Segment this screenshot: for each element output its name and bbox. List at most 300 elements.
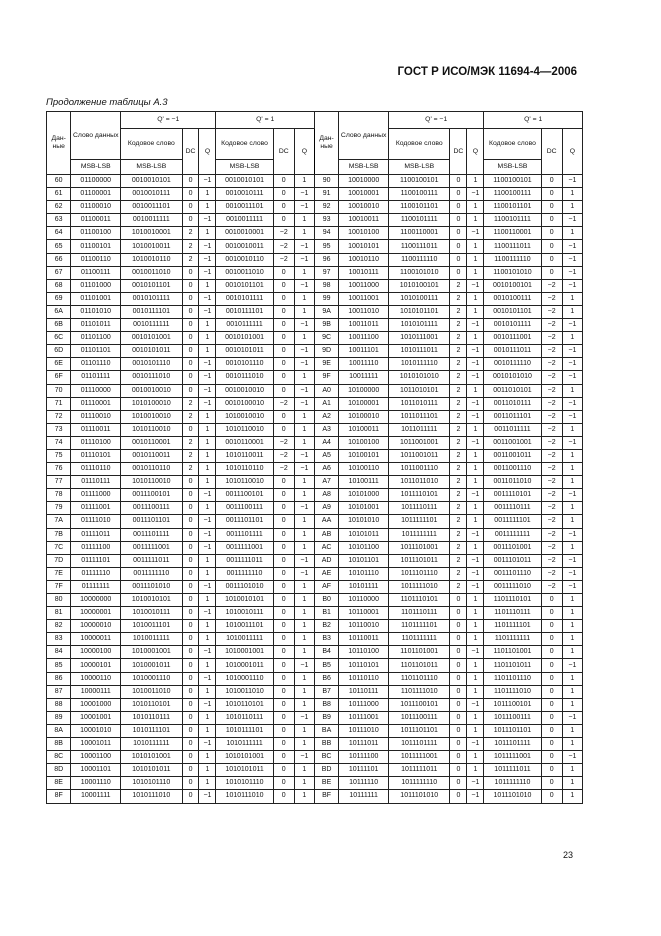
table-cell: −2 (273, 449, 294, 462)
table-cell: 1 (199, 567, 216, 580)
table-cell: 9E (314, 358, 338, 371)
table-cell: 69 (47, 292, 71, 305)
table-cell: 10001101 (71, 764, 121, 777)
table-cell: 94 (314, 227, 338, 240)
table-cell: 96 (314, 253, 338, 266)
table-cell: 1101101110 (389, 672, 450, 685)
table-cell: 10101110 (339, 567, 389, 580)
table-cell: −1 (199, 489, 216, 502)
table-cell: 1010011010 (216, 685, 273, 698)
table-cell: 1011101011 (389, 554, 450, 567)
table-cell: 8B (47, 738, 71, 751)
table-cell: −2 (273, 436, 294, 449)
table-cell: 1 (562, 620, 582, 633)
header-dc: DC (541, 129, 562, 175)
table-cell: 0 (541, 738, 562, 751)
table-row (47, 423, 583, 436)
table-cell: 10101010 (339, 515, 389, 528)
standard-title: ГОСТ Р ИСО/МЭК 11694-4—2006 (397, 66, 577, 78)
table-cell: 7F (47, 580, 71, 593)
table-cell: −2 (541, 567, 562, 580)
table-cell: −1 (199, 175, 216, 188)
header-msb-lsb: MSB-LSB (121, 160, 182, 175)
table-cell: 1 (562, 738, 582, 751)
table-cell: 01101111 (71, 371, 121, 384)
table-cell: 1 (562, 227, 582, 240)
table-cell: −1 (467, 188, 484, 201)
header-q: Q (294, 129, 314, 175)
table-cell: 95 (314, 240, 338, 253)
table-cell: 1 (294, 227, 314, 240)
table-cell: 1011100111 (389, 711, 450, 724)
table-cell: 0 (450, 698, 467, 711)
table-cell: 10001100 (71, 751, 121, 764)
table-cell: 1 (467, 332, 484, 345)
table-cell: 0 (273, 423, 294, 436)
table-cell: 82 (47, 620, 71, 633)
table-cell: 0 (182, 175, 199, 188)
table-cell: 10110100 (339, 646, 389, 659)
table-cell: −1 (562, 345, 582, 358)
table-cell: 2 (182, 227, 199, 240)
table-row (47, 620, 583, 633)
table-cell: −1 (467, 489, 484, 502)
table-cell: 0 (541, 698, 562, 711)
table-cell: 1010101011 (121, 764, 182, 777)
table-cell: −1 (467, 698, 484, 711)
table-cell: 0 (450, 633, 467, 646)
table-cell: −2 (541, 463, 562, 476)
table-cell: 1010110011 (216, 449, 273, 462)
table-cell: 0 (273, 738, 294, 751)
table-cell: 1 (199, 764, 216, 777)
table-cell: 10011110 (339, 358, 389, 371)
table-cell: 2 (182, 436, 199, 449)
table-cell: 1010100101 (389, 279, 450, 292)
table-row (47, 188, 583, 201)
table-row (47, 724, 583, 737)
table-cell: 0 (541, 646, 562, 659)
table-row (47, 175, 583, 188)
table-cell: 1010110010 (216, 423, 273, 436)
table-cell: 01101101 (71, 345, 121, 358)
header-q: Q (467, 129, 484, 175)
table-cell: 1 (199, 554, 216, 567)
table-cell: 10011001 (339, 292, 389, 305)
table-cell: −1 (467, 227, 484, 240)
table-cell: 1 (562, 685, 582, 698)
table-cell: 1 (294, 175, 314, 188)
table-cell: −1 (294, 397, 314, 410)
table-cell: 1 (294, 489, 314, 502)
table-cell: 1 (562, 292, 582, 305)
table-cell: −1 (199, 607, 216, 620)
table-row (47, 410, 583, 423)
table-cell: −1 (467, 436, 484, 449)
table-row (47, 449, 583, 462)
table-cell: 0010111110 (484, 358, 541, 371)
table-cell: −1 (199, 738, 216, 751)
table-cell: −1 (562, 436, 582, 449)
table-cell: −2 (541, 580, 562, 593)
table-cell: 1 (294, 305, 314, 318)
table-cell: 10011111 (339, 371, 389, 384)
table-cell: 0011110101 (484, 489, 541, 502)
table-cell: 0010101011 (121, 345, 182, 358)
table-cell: 10100111 (339, 476, 389, 489)
table-cell: 0 (541, 659, 562, 672)
table-cell: 10110111 (339, 685, 389, 698)
table-cell: 1011110101 (389, 489, 450, 502)
table-cell: 1 (199, 201, 216, 214)
table-cell: 0 (450, 790, 467, 803)
table-cell: 0010110011 (121, 449, 182, 462)
table-cell: 1 (199, 476, 216, 489)
table-cell: 0011001001 (484, 436, 541, 449)
table-row (47, 476, 583, 489)
table-cell: 10111010 (339, 724, 389, 737)
table-cell: 10000010 (71, 620, 121, 633)
table-cell: 0 (182, 201, 199, 214)
table-cell: 6C (47, 332, 71, 345)
table-row (47, 371, 583, 384)
table-cell: 9C (314, 332, 338, 345)
table-cell: 1010100111 (389, 292, 450, 305)
table-cell: 0 (450, 724, 467, 737)
table-cell: 10010101 (339, 240, 389, 253)
table-cell: 2 (450, 449, 467, 462)
table-cell: 0 (273, 777, 294, 790)
table-cell: −2 (273, 240, 294, 253)
table-cell: 1010001011 (216, 659, 273, 672)
table-cell: 7E (47, 567, 71, 580)
header-msb-lsb: MSB-LSB (339, 160, 389, 175)
table-cell: 0 (182, 515, 199, 528)
table-cell: 10010000 (339, 175, 389, 188)
header-data-word: Слово данных (339, 112, 389, 160)
table-cell: −1 (467, 790, 484, 803)
table-row (47, 214, 583, 227)
table-cell: 10100001 (339, 397, 389, 410)
table-cell: −1 (199, 580, 216, 593)
table-cell: 1010111111 (216, 738, 273, 751)
table-cell: 0 (541, 620, 562, 633)
header-code-word: Кодовое слово (121, 129, 182, 160)
table-cell: 1011111011 (389, 764, 450, 777)
table-cell: 1101111111 (484, 633, 541, 646)
table-cell: 0010010110 (216, 253, 273, 266)
table-cell: AF (314, 580, 338, 593)
table-cell: 0011011111 (484, 423, 541, 436)
table-cell: 01101010 (71, 305, 121, 318)
table-cell: 0010011010 (121, 266, 182, 279)
table-cell: 2 (450, 463, 467, 476)
table-cell: 1 (467, 476, 484, 489)
table-cell: 1 (199, 279, 216, 292)
table-cell: 0 (273, 724, 294, 737)
table-cell: 01110101 (71, 449, 121, 462)
table-cell: 0 (541, 201, 562, 214)
table-cell: 0010110001 (121, 436, 182, 449)
table-cell: 73 (47, 423, 71, 436)
table-cell: 0 (182, 672, 199, 685)
table-cell: 1011111001 (484, 751, 541, 764)
table-cell: 1010101110 (121, 777, 182, 790)
table-cell: BC (314, 751, 338, 764)
table-cell: 0 (450, 607, 467, 620)
table-row (47, 790, 583, 803)
table-cell: 1010110101 (216, 698, 273, 711)
table-cell: 0 (450, 227, 467, 240)
table-cell: 10101001 (339, 502, 389, 515)
table-cell: 1 (294, 292, 314, 305)
table-cell: 10000111 (71, 685, 121, 698)
table-cell: 1 (294, 410, 314, 423)
table-cell: 1 (294, 724, 314, 737)
table-cell: 10100110 (339, 463, 389, 476)
header-q: Q (562, 129, 582, 175)
table-cell: 0010110001 (216, 436, 273, 449)
table-cell: 1010101111 (389, 319, 450, 332)
table-cell: 1 (467, 515, 484, 528)
table-cell: 0010011010 (216, 266, 273, 279)
table-cell: 10110110 (339, 672, 389, 685)
table-cell: 84 (47, 646, 71, 659)
table-cell: 1011111101 (389, 515, 450, 528)
table-cell: 1 (199, 685, 216, 698)
table-cell: 1010011101 (121, 620, 182, 633)
table-cell: −1 (562, 319, 582, 332)
table-cell: 89 (47, 711, 71, 724)
table-cell: 1101110101 (389, 594, 450, 607)
table-cell: 1 (467, 266, 484, 279)
table-cell: 01111010 (71, 515, 121, 528)
header-dc: DC (182, 129, 199, 175)
table-cell: −2 (541, 332, 562, 345)
table-cell: 1 (562, 463, 582, 476)
table-cell: 1010110111 (121, 711, 182, 724)
table-cell: 2 (450, 410, 467, 423)
table-cell: 1 (199, 188, 216, 201)
table-cell: −1 (562, 659, 582, 672)
table-cell: A9 (314, 502, 338, 515)
table-cell: 0 (182, 489, 199, 502)
table-cell: 1 (467, 305, 484, 318)
table-cell: 1 (562, 476, 582, 489)
table-cell: −1 (467, 410, 484, 423)
table-cell: −1 (562, 214, 582, 227)
table-cell: 65 (47, 240, 71, 253)
table-cell: 0010101101 (484, 305, 541, 318)
table-cell: 1010010101 (121, 594, 182, 607)
table-cell: 1 (467, 633, 484, 646)
table-cell: 1101110101 (484, 594, 541, 607)
table-cell: 0010010011 (216, 240, 273, 253)
table-cell: −1 (467, 279, 484, 292)
table-cell: 61 (47, 188, 71, 201)
table-cell: −2 (273, 463, 294, 476)
table-cell: 1011101111 (389, 738, 450, 751)
table-cell: 1010111010 (216, 790, 273, 803)
table-cell: 1 (562, 332, 582, 345)
table-cell: 0 (273, 489, 294, 502)
header-q-minus: Q' = −1 (389, 112, 484, 129)
table-cell: 1 (467, 463, 484, 476)
table-cell: 1010110101 (121, 698, 182, 711)
table-cell: 1011101001 (389, 541, 450, 554)
table-cell: 9F (314, 371, 338, 384)
table-cell: 87 (47, 685, 71, 698)
table-cell: 9D (314, 345, 338, 358)
table-cell: 0010111001 (484, 332, 541, 345)
table-cell: 0 (273, 541, 294, 554)
table-cell: 0 (541, 633, 562, 646)
table-cell: 1101101001 (484, 646, 541, 659)
table-cell: 98 (314, 279, 338, 292)
table-cell: 1101110111 (484, 607, 541, 620)
table-cell: 0 (182, 764, 199, 777)
table-cell: 80 (47, 594, 71, 607)
table-cell: 10011010 (339, 305, 389, 318)
table-cell: 0 (273, 188, 294, 201)
table-cell: 2 (450, 345, 467, 358)
table-cell: 1011111001 (389, 751, 450, 764)
table-cell: 2 (182, 253, 199, 266)
table-cell: 0011001011 (484, 449, 541, 462)
table-cell: 0 (182, 698, 199, 711)
table-cell: 0 (273, 646, 294, 659)
table-cell: AC (314, 541, 338, 554)
table-cell: B9 (314, 711, 338, 724)
header-q-minus: Q' = −1 (121, 112, 216, 129)
table-cell: 1 (562, 790, 582, 803)
table-cell: 1 (199, 659, 216, 672)
table-cell: 1100110001 (484, 227, 541, 240)
table-row (47, 633, 583, 646)
table-cell: 1 (199, 777, 216, 790)
table-cell: 0010101110 (216, 358, 273, 371)
table-cell: 0011001110 (484, 463, 541, 476)
table-cell: 2 (182, 449, 199, 462)
table-cell: 0 (182, 371, 199, 384)
table-cell: 75 (47, 449, 71, 462)
table-cell: −2 (541, 371, 562, 384)
table-cell: 99 (314, 292, 338, 305)
table-cell: −1 (199, 266, 216, 279)
table-cell: 0 (182, 188, 199, 201)
table-cell: 1 (467, 240, 484, 253)
table-cell: −1 (467, 738, 484, 751)
table-row (47, 777, 583, 790)
table-cell: 0 (182, 528, 199, 541)
table-row (47, 711, 583, 724)
table-cell: 1011011101 (389, 410, 450, 423)
table-cell: 77 (47, 476, 71, 489)
table-cell: 0 (541, 711, 562, 724)
table-cell: 0 (273, 607, 294, 620)
table-row (47, 489, 583, 502)
table-cell: 1100111011 (484, 240, 541, 253)
table-cell: 1 (562, 449, 582, 462)
table-cell: 1010110111 (216, 711, 273, 724)
table-cell: 10111110 (339, 777, 389, 790)
table-cell: 1010011101 (216, 620, 273, 633)
table-cell: B8 (314, 698, 338, 711)
table-cell: −2 (541, 384, 562, 397)
table-cell: −1 (294, 659, 314, 672)
table-cell: 10001001 (71, 711, 121, 724)
table-cell: 1101111010 (389, 685, 450, 698)
table-cell: 1 (199, 449, 216, 462)
table-cell: B7 (314, 685, 338, 698)
table-cell: 10100000 (339, 384, 389, 397)
table-cell: 1 (294, 266, 314, 279)
table-cell: 0011101011 (484, 554, 541, 567)
table-cell: −2 (541, 423, 562, 436)
table-cell: −1 (199, 240, 216, 253)
table-cell: 1101111101 (389, 620, 450, 633)
table-cell: 0 (273, 305, 294, 318)
table-cell: −1 (294, 711, 314, 724)
table-cell: 0 (273, 711, 294, 724)
table-cell: 0010101110 (121, 358, 182, 371)
table-cell: −2 (541, 541, 562, 554)
table-row (47, 358, 583, 371)
table-cell: 0011111110 (121, 567, 182, 580)
table-cell: −1 (294, 463, 314, 476)
table-cell: 0 (273, 279, 294, 292)
table-cell: 0010011111 (216, 214, 273, 227)
table-cell: 1 (294, 332, 314, 345)
table-cell: 1100101101 (389, 201, 450, 214)
table-cell: 0011101001 (484, 541, 541, 554)
table-cell: 2 (450, 332, 467, 345)
table-cell: −1 (199, 214, 216, 227)
table-cell: −1 (562, 711, 582, 724)
table-cell: 0 (273, 594, 294, 607)
table-cell: 10101000 (339, 489, 389, 502)
table-cell: B1 (314, 607, 338, 620)
table-cell: 10000001 (71, 607, 121, 620)
table-cell: 1 (467, 541, 484, 554)
table-cell: 0 (450, 240, 467, 253)
table-cell: 9A (314, 305, 338, 318)
table-cell: 1010001011 (121, 659, 182, 672)
table-cell: 1 (467, 672, 484, 685)
table-cell: B4 (314, 646, 338, 659)
table-row (47, 764, 583, 777)
table-cell: 0 (182, 292, 199, 305)
table-cell: 2 (450, 371, 467, 384)
table-cell: 10100101 (339, 449, 389, 462)
table-cell: BB (314, 738, 338, 751)
table-cell: 1 (294, 790, 314, 803)
table-row (47, 751, 583, 764)
table-cell: −2 (541, 319, 562, 332)
table-cell: 0 (273, 292, 294, 305)
table-cell: 1010001001 (121, 646, 182, 659)
table-cell: 0 (541, 777, 562, 790)
table-cell: 1010111101 (121, 724, 182, 737)
table-cell: 0 (273, 751, 294, 764)
table-cell: 1101101011 (389, 659, 450, 672)
table-cell: 0 (450, 711, 467, 724)
table-cell: 0 (182, 423, 199, 436)
table-cell: 01101011 (71, 319, 121, 332)
table-cell: 0 (273, 502, 294, 515)
table-cell: 9B (314, 319, 338, 332)
table-cell: 0 (273, 554, 294, 567)
